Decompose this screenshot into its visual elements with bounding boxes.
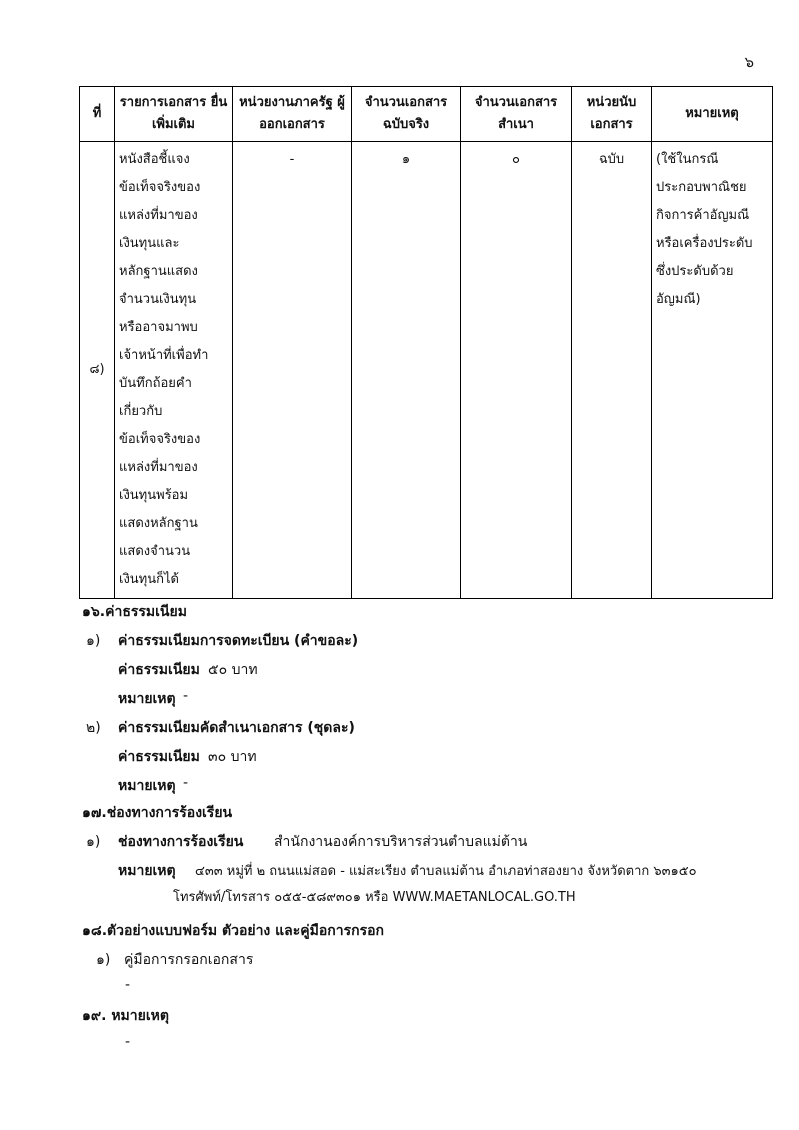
doc-line: หลักฐานแสดง	[119, 264, 198, 279]
table-row	[80, 142, 773, 599]
fees-heading: ๑๖.ค่าธรรมเนียม	[82, 604, 187, 620]
fee-item-1-remark-label: หมายเหตุ	[118, 691, 176, 707]
fee-item-2-fee-label: ค่าธรรมเนียม	[118, 749, 200, 765]
fee-item-1-title: ค่าธรรมเนียมการจดทะเบียน (คำขอละ)	[118, 633, 359, 649]
table-header-row	[80, 87, 773, 142]
fee-item-2-remark-value: -	[183, 775, 189, 791]
notes-heading: ๑๙. หมายเหตุ	[82, 1008, 169, 1024]
header-original-count: จำนวนเอกสาร ฉบับจริง	[352, 87, 461, 142]
doc-line: หนังสือชี้แจง	[119, 152, 190, 167]
doc-line: ข้อเท็จจริงของ	[119, 432, 201, 447]
row-original-count: ๑	[352, 142, 461, 599]
remark-line: อัญมณี)	[656, 292, 701, 307]
doc-line: หรืออาจมาพบ	[119, 320, 198, 335]
row-agency: -	[233, 142, 352, 599]
fee-item-1-fee-value: ๕๐ บาท	[208, 662, 258, 678]
complaint-channel-label: ช่องทางการร้องเรียน	[118, 834, 244, 850]
header-copy-count: จำนวนเอกสาร สำเนา	[461, 87, 572, 142]
row-number: ๘)	[80, 142, 115, 599]
doc-line: แหล่งที่มาของ	[119, 208, 198, 223]
fee-item-2-number: ๒)	[86, 720, 101, 736]
doc-line: เจ้าหน้าที่เพื่อทำ	[119, 348, 209, 363]
row-copy-count: ๐	[461, 142, 572, 599]
complaint-item-number: ๑)	[86, 834, 101, 850]
remark-line: หรือเครื่องประดับ	[656, 236, 753, 251]
fee-item-1-fee-label: ค่าธรรมเนียม	[118, 662, 200, 678]
remark-line: (ใช้ในกรณี	[656, 152, 719, 167]
fee-item-1-remark-value: -	[183, 688, 189, 704]
header-agency: หน่วยงานภาครัฐ ผู้ออกเอกสาร	[233, 87, 352, 142]
row-unit: ฉบับ	[572, 142, 652, 599]
page-number: ๖	[744, 53, 754, 71]
header-document: รายการเอกสาร ยื่นเพิ่มเติม	[115, 87, 233, 142]
doc-line: ข้อเท็จจริงของ	[119, 180, 201, 195]
remark-line: ประกอบพาณิชย	[656, 180, 747, 195]
doc-line: เงินทุนและ	[119, 236, 180, 251]
forms-item-title: คู่มือการกรอกเอกสาร	[124, 952, 254, 968]
fee-item-1-number: ๑)	[86, 633, 101, 649]
fee-item-2-fee-value: ๓๐ บาท	[208, 749, 257, 765]
doc-line: แสดงหลักฐาน	[119, 516, 198, 531]
doc-line: เกี่ยวกับ	[119, 404, 163, 419]
row-document	[115, 142, 233, 599]
complaint-address: ๔๓๓ หมู่ที่ ๒ ถนนแม่สอด - แม่สะเรียง ตำบลแม่ต้าน อำเภอท่าสองยาง จังหวัดตาก ๖๓๑๕๐	[195, 864, 697, 879]
doc-line: แสดงจำนวน	[119, 544, 191, 559]
header-no: ที่	[80, 87, 115, 142]
row-remark	[652, 142, 773, 599]
remark-line: กิจการค้าอัญมณี	[656, 208, 750, 223]
complaint-contact: โทรศัพท์/โทรสาร ๐๕๕-๕๘๙๓๐๑ หรือ WWW.MAETANLOCAL.GO.TH	[173, 890, 576, 905]
complaint-channel-value: สำนักงานองค์การบริหารส่วนตำบลแม่ต้าน	[274, 834, 528, 850]
doc-line: บันทึกถ้อยคำ	[119, 376, 192, 391]
doc-line: เงินทุนพร้อม	[119, 488, 189, 503]
fee-item-2-title: ค่าธรรมเนียมคัดสำเนาเอกสาร (ชุดละ)	[118, 720, 355, 736]
doc-line: เงินทุนก็ได้	[119, 572, 179, 587]
notes-dash: -	[125, 1034, 131, 1050]
complaint-remark-label: หมายเหตุ	[118, 863, 176, 879]
header-unit: หน่วยนับ เอกสาร	[572, 87, 652, 142]
forms-item-number: ๑)	[96, 952, 111, 968]
forms-heading: ๑๘.ตัวอย่างแบบฟอร์ม ตัวอย่าง และคู่มือการกรอก	[82, 923, 385, 939]
complaint-heading: ๑๗.ช่องทางการร้องเรียน	[82, 805, 233, 821]
doc-line: แหล่งที่มาของ	[119, 460, 198, 475]
forms-item-dash: -	[125, 977, 131, 993]
header-remark: หมายเหตุ	[652, 87, 773, 142]
fee-item-2-remark-label: หมายเหตุ	[118, 778, 176, 794]
documents-table	[79, 86, 773, 599]
remark-line: ซึ่งประดับด้วย	[656, 264, 734, 279]
doc-line: จำนวนเงินทุน	[119, 292, 197, 307]
